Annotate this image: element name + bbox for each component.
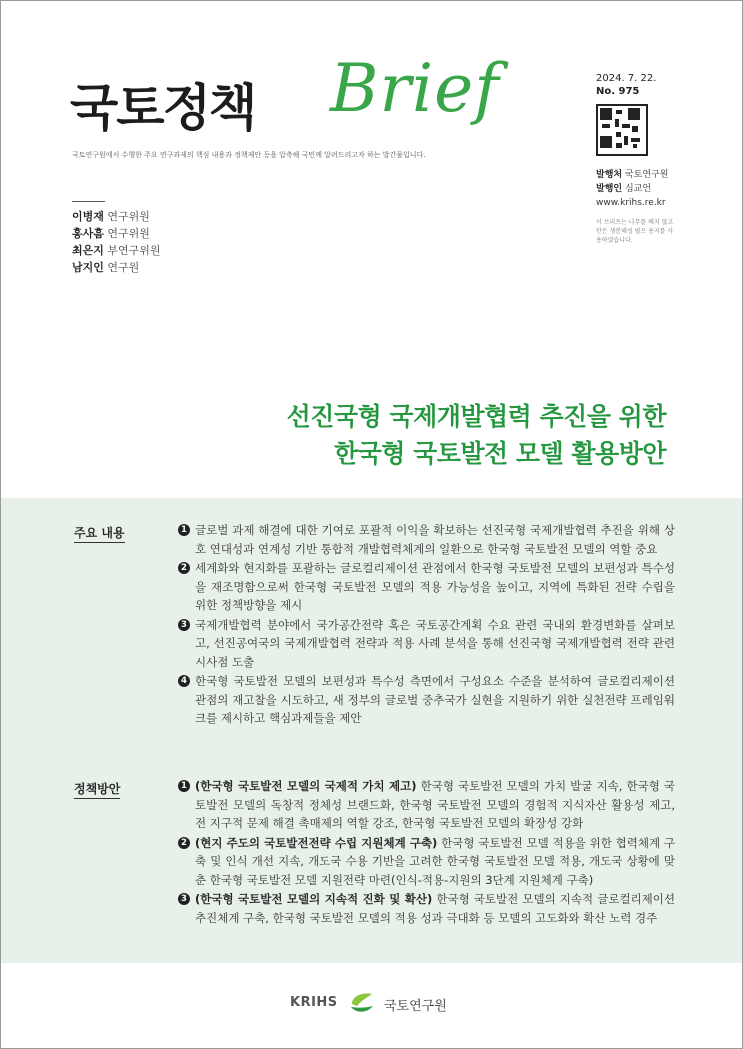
- issuer-line: [596, 182, 706, 196]
- summary-list: [177, 521, 675, 729]
- author-name: 최은지: [72, 244, 104, 257]
- qr-code-icon[interactable]: [596, 104, 648, 156]
- author-role: 연구위원: [107, 227, 150, 240]
- summary-item: [177, 616, 675, 672]
- issue-info: [596, 72, 706, 245]
- policy-item: [177, 834, 675, 890]
- policy-item-heading: (한국형 국토발전 모델의 국제적 가치 제고): [195, 779, 417, 793]
- krihs-wordmark: KRIHS: [290, 995, 338, 1010]
- author-name: 남지인: [72, 261, 104, 274]
- masthead: [70, 50, 510, 140]
- number-badge: 4: [178, 675, 190, 687]
- summary-item-text: 국제개발협력 분야에서 국가공간전략 혹은 국토공간계획 수요 관련 국내외 환경변화를 살펴보고, 선진공여국의 국제개발협력 전략과 적용 사례 분석을 통해 선진국형 국제개발협력 전략 관련 시사점 도출: [195, 617, 675, 669]
- author-item: [72, 259, 161, 276]
- issue-date: 2024. 7. 22.: [596, 73, 657, 84]
- number-badge: 3: [178, 893, 190, 905]
- policy-item-text: 한국형 국토발전 모델의 가치 발굴 지속, 한국형 국토발전 모델의 독창적 정체성 브랜드화, 한국형 국토발전 모델의 경험적 지식자산 활용성 제고, 전 지구적 문제 해결 촉매제의 역할 강조, 한국형 국토발전 모델의 확장성 강화: [195, 779, 675, 830]
- institute-name: 국토연구원: [384, 999, 447, 1014]
- author-role: 연구위원: [107, 210, 150, 223]
- author-item: [72, 208, 161, 225]
- author-divider: [72, 201, 105, 202]
- issuer-name: 심교언: [624, 184, 652, 194]
- number-badge: 3: [178, 619, 190, 631]
- publisher-label: 발행처: [596, 170, 623, 180]
- author-item: [72, 242, 161, 259]
- document-title: [287, 398, 666, 472]
- summary-label: 주요 내용: [74, 524, 125, 543]
- author-role: 연구원: [107, 261, 140, 274]
- number-badge: 1: [178, 780, 190, 792]
- summary-item-text: 글로벌 과제 해결에 대한 기여로 포괄적 이익을 확보하는 선진국형 국제개발협력 추진을 위해 상호 연대성과 연계성 기반 통합적 개발협력체계의 일환으로 한국형 국토발전 모델의 역할 중요: [195, 523, 675, 556]
- author-name: 홍사흠: [72, 227, 104, 240]
- title-line-1: 선진국형 국제개발협력 추진을 위한: [286, 402, 666, 431]
- author-role: 부연구위원: [107, 244, 161, 257]
- policy-item-text: 한국형 국토발전 모델 적용을 위한 협력체계 구축 및 인식 개선 지속, 개도국 수용 기반을 고려한 한국형 국토발전 모델 적용, 개도국 상황에 맞춘 한국형 국토발전 모델 지원전략 마련(인식-적용-지원의 3단계 지원체계 구축): [195, 835, 675, 887]
- summary-item: [177, 672, 675, 728]
- summary-item: [177, 521, 675, 558]
- title-line-2: 한국형 국토발전 모델 활용방안: [333, 439, 666, 468]
- masthead-title-korean: 국토정책: [70, 79, 256, 137]
- author-list: [72, 208, 161, 276]
- summary-item-text: 한국형 국토발전 모델의 보편성과 특수성 측면에서 구성요소 수준을 분석하여 글로컬리제이션 관점의 재고찰을 시도하고, 새 정부의 글로벌 중추국가 실현을 지원하기 위한 실천전략 프레임워크를 제시하고 핵심과제들을 제안: [195, 674, 675, 725]
- policy-list: [177, 777, 675, 928]
- policy-label: 정책방안: [74, 780, 120, 799]
- author-item: [72, 225, 161, 242]
- issue-number: No. 975: [596, 86, 640, 97]
- policy-item-heading: (한국형 국토발전 모델의 지속적 진화 및 확산): [195, 892, 433, 906]
- number-badge: 1: [178, 524, 190, 536]
- summary-item: [177, 559, 675, 615]
- policy-item: [177, 890, 675, 927]
- publisher-name: 국토연구원: [624, 170, 669, 180]
- masthead-tagline: 국토연구원에서 수행한 주요 연구과제의 핵심 내용과 정책제안 등을 압축해 국민께 알려드리고자 하는 발간물입니다.: [72, 151, 426, 159]
- website-link[interactable]: www.krihs.re.kr: [596, 198, 666, 208]
- publisher-info: [596, 168, 706, 210]
- eco-paper-note: 이 브리프는 나무를 베지 않고 만든 생분해성 펄프 용지를 사용하였습니다.: [596, 219, 674, 244]
- policy-item-heading: (현지 주도의 국토발전전략 수립 지원체계 구축): [195, 835, 438, 850]
- issuer-label: 발행인: [596, 184, 623, 194]
- number-badge: 2: [178, 562, 190, 574]
- krihs-leaf-icon: [348, 991, 376, 1015]
- publisher-line: [596, 168, 706, 182]
- policy-item: [177, 777, 675, 833]
- masthead-title-brief: Brief: [330, 50, 500, 127]
- number-badge: 2: [178, 837, 190, 849]
- policy-item-text: 한국형 국토발전 모델의 지속적 글로컬리제이션 추진체계 구축, 한국형 국토발전 모델의 적용 성과 극대화 등 모델의 고도화와 확산 노력 경주: [195, 892, 675, 925]
- author-name: 이병재: [72, 210, 104, 223]
- summary-item-text: 세계화와 현지화를 포괄하는 글로컬리제이션 관점에서 한국형 국토발전 모델의 보편성과 특수성을 재조명함으로써 한국형 국토발전 모델의 적용 가능성을 높이고, 지역에 특화된 전략 수립을 위한 정책방향을 제시: [195, 561, 675, 612]
